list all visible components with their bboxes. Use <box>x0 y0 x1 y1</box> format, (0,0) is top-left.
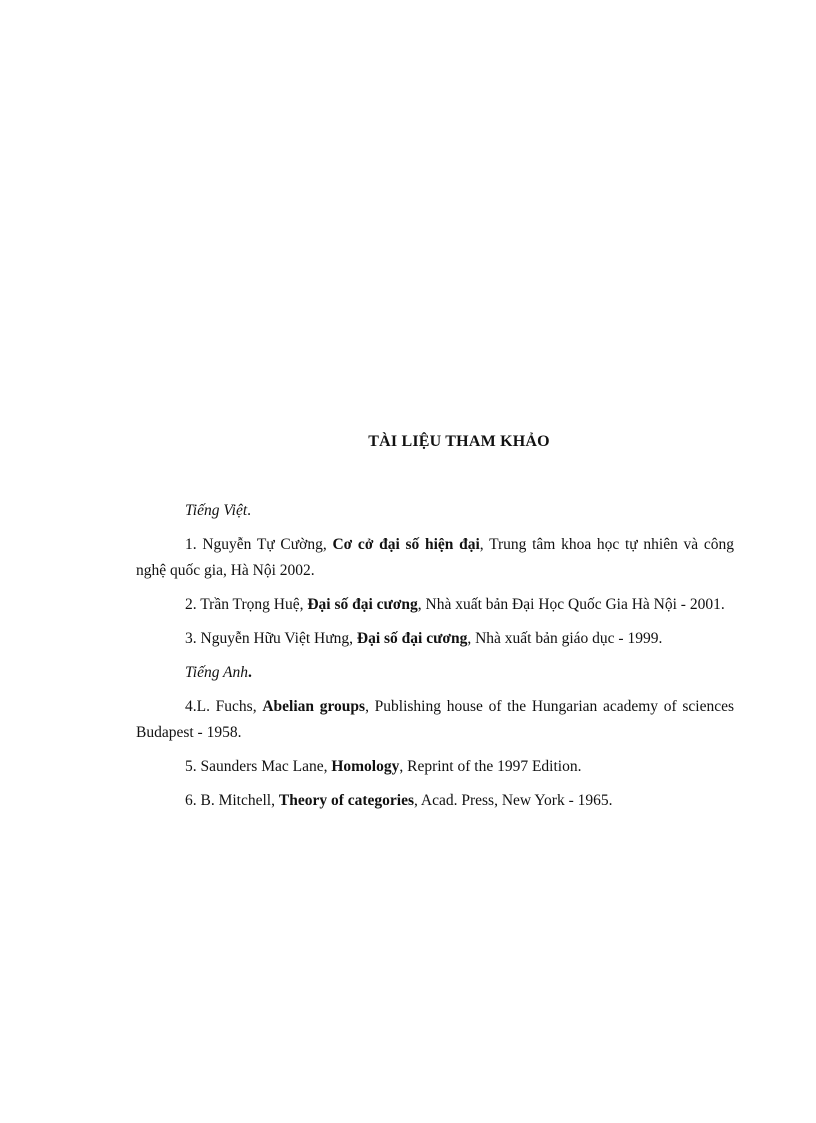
reference-item-1: 1. Nguyễn Tự Cường, Cơ cở đại số hiện đại, Trung tâm khoa học tự nhiên và công nghệ quốc gia, Hà Nội 2002. <box>136 536 735 579</box>
reference-item-3: 3. Nguyễn Hữu Việt Hưng, Đại số đại cương, Nhà xuất bản giáo dục - 1999. <box>185 630 663 647</box>
reference-title: Homology <box>331 758 400 775</box>
reference-title: Abelian groups <box>262 698 366 715</box>
reference-item-4: 4.L. Fuchs, Abelian groups, Publishing house of the Hungarian academy of sciences Budapest - 1958. <box>136 698 735 741</box>
reference-list <box>136 498 734 822</box>
section-heading-english: Tiếng Anh. <box>185 664 252 681</box>
reference-item-2: 2. Trần Trọng Huệ, Đại số đại cương, Nhà xuất bản Đại Học Quốc Gia Hà Nội - 2001. <box>185 596 725 613</box>
reference-title: Theory of categories <box>278 792 415 809</box>
reference-item-6: 6. B. Mitchell, Theory of categories, Acad. Press, New York - 1965. <box>185 792 613 809</box>
reference-title: Đại số đại cương <box>307 596 418 613</box>
reference-item-5: 5. Saunders Mac Lane, Homology, Reprint of the 1997 Edition. <box>185 758 582 775</box>
reference-title: Đại số đại cương <box>356 630 468 647</box>
page-title: TÀI LIỆU THAM KHẢO <box>368 433 550 450</box>
section-heading-vietnamese: Tiếng Việt. <box>185 502 252 519</box>
reference-title: Cơ cở đại số hiện đại <box>332 536 480 553</box>
